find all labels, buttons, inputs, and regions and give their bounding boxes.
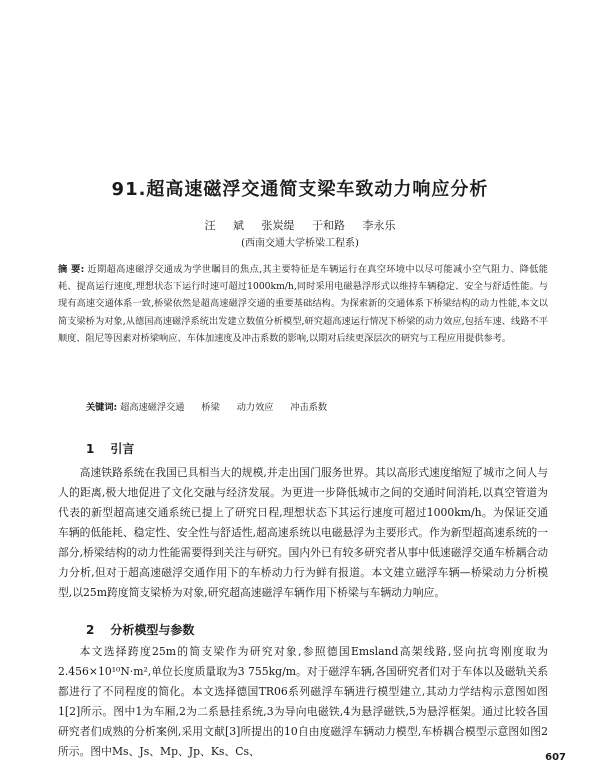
page-number: 607: [545, 752, 566, 763]
author-list: [0, 217, 600, 233]
keywords-label: 关键词:: [86, 402, 118, 413]
section-title: 引言: [110, 442, 135, 456]
keywords: [86, 399, 556, 413]
section-2-paragraph: 本文选择跨度25m的简支梁作为研究对象,参照德国Emsland高架线路,竖向抗弯刚度取为2.456×10¹⁰N·m²,单位长度质量取为3 755kg/m。对于磁浮车辆,各国研究者们对于车体以及磁轨关系都进行了不同程度的简化。本文选择德国TR06系列磁浮车辆进行模型建立,其动力学结构示意图如图1[2]所示。图中1为车厢,2为二系悬挂系统,3为导向电磁铁,4为悬浮磁铁,5为悬浮框架。通过比较各国研究者们成熟的分析案例,采用文献[3]所提出的10自由度磁浮车辆动力模型,车桥耦合模型示意图如图2所示。图中Ms、Js、Mp、Jp、Ks、Cs、: [58, 645, 548, 758]
section-heading-2: [86, 621, 194, 638]
section-1-paragraph: 高速铁路系统在我国已具相当大的规模,并走出国门服务世界。其以高形式速度缩短了城市之间人与人的距离,极大地促进了文化交融与经济发展。为更进一步降低城市之间的交通时间消耗,以真空管道为代表的新型超高速交通系统已提上了研究日程,理想状态下其运行速度可超过1000km/h。为保证交通车辆的低能耗、稳定性、安全性与舒适性,超高速系统以电磁悬浮为主要形式。作为新型超高速系统的一部分,桥梁结构的动力性能需要得到关注与研究。国内外已有较多研究者从事中低速磁浮交通车桥耦合动力分析,但对于超高速磁浮交通作用下的车桥动力行为鲜有报道。本文建立磁浮车辆—桥梁动力分析模型,以25m跨度简支梁桥为对象,研究超高速磁浮车辆作用下桥梁与车辆动力响应。: [58, 466, 548, 599]
author-name: 汪 斌: [204, 219, 244, 232]
section-heading-1: [86, 440, 134, 457]
paper-title: 91.超高速磁浮交通简支梁车致动力响应分析: [111, 179, 489, 200]
abstract-label: 摘 要:: [58, 264, 85, 275]
section-number: 1: [86, 442, 95, 456]
section-title: 分析模型与参数: [110, 623, 195, 637]
abstract-text: 近期超高速磁浮交通成为学世瞩目的焦点,其主要特征是车辆运行在真空环境中以尽可能减小空气阻力、降低能耗、提高运行速度,理想状态下运行时速可超过1000km/h,同时采用电磁悬浮形式以维持车辆稳定、安全与舒适性能。与现有高速交通体系一致,桥梁依然是超高速磁浮交通的重要基础结构。为探索新的交通体系下桥梁结构的动力性能,本文以简支梁桥为对象,从德国高速磁浮系统出发建立数值分析模型,研究超高速运行情况下桥梁的动力效应,包括车速、线路不平顺度、阻尼等因素对桥梁响应、车体加速度及冲击系数的影响,以期对后续更深层次的研究与工程应用提供参考。: [58, 264, 548, 344]
keyword: 桥梁: [201, 402, 220, 413]
author-name: 张炭缇: [261, 219, 295, 232]
keyword: 超高速磁浮交通: [120, 402, 185, 413]
affiliation: (西南交通大学桥梁工程系): [241, 238, 359, 249]
abstract: [58, 261, 548, 347]
keyword: 动力效应: [236, 402, 274, 413]
keyword: 冲击系数: [290, 402, 328, 413]
author-name: 于和路: [312, 219, 345, 232]
section-number: 2: [86, 623, 95, 637]
author-name: 李永乐: [362, 219, 396, 232]
